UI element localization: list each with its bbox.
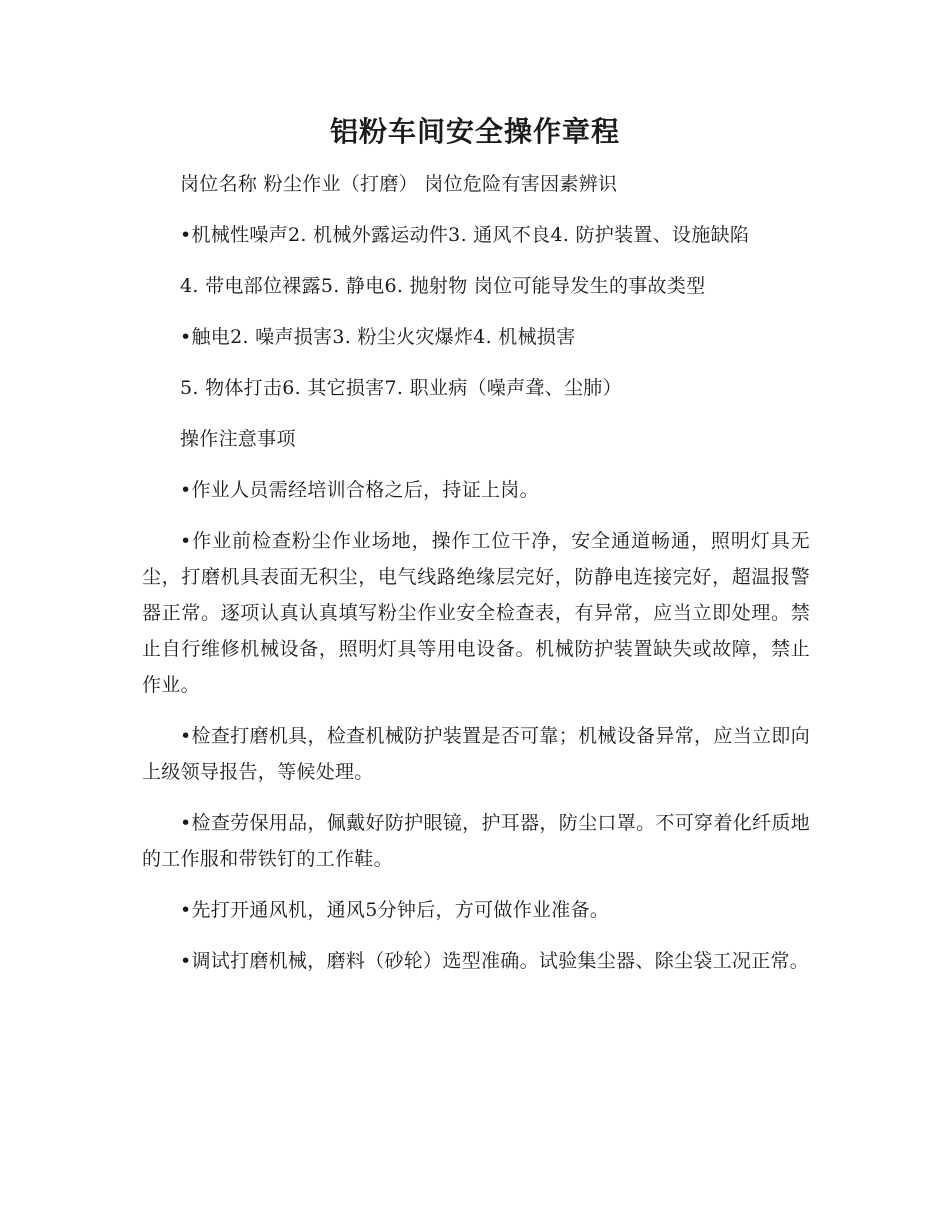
paragraph-precaution-machine-test: •调试打磨机械，磨料（砂轮）选型准确。试验集尘器、除尘袋工况正常。 [180, 950, 810, 972]
paragraph-precaution-tool-check: •检查打磨机具，检查机械防护装置是否可靠；机械设备异常，应当立即向上级领导报告，等候处理。 [142, 725, 810, 783]
paragraph-accidents-2: 5. 物体打击6. 其它损害7. 职业病（噪声聋、尘肺） [180, 377, 622, 399]
document-title: 铝粉车间安全操作章程 [329, 115, 620, 148]
document-body [142, 166, 810, 994]
paragraph-accidents-1: •触电2. 噪声损害3. 粉尘火灾爆炸4. 机械损害 [180, 326, 576, 348]
paragraph-precaution-ppe: •检查劳保用品，佩戴好防护眼镜，护耳器，防尘口罩。不可穿着化纤质地的工作服和带铁钉的工作鞋。 [142, 812, 810, 870]
paragraph-precaution-site-check: •作业前检查粉尘作业场地，操作工位干净，安全通道畅通，照明灯具无尘，打磨机具表面无积尘，电气线路绝缘层完好，防静电连接完好，超温报警器正常。逐项认真认真填写粉尘作业安全检查表，有异常，应当立即处理。禁止自行维修机械设备，照明灯具等用电设备。机械防护装置缺失或故障，禁止作业。 [142, 530, 810, 696]
paragraph-precaution-ventilation: •先打开通风机，通风5分钟后，方可做作业准备。 [180, 899, 610, 921]
paragraph-hazards-2: 4. 带电部位裸露5. 静电6. 抛射物 岗位可能导发生的事故类型 [180, 275, 706, 297]
paragraph-precaution-training: •作业人员需经培训合格之后，持证上岗。 [180, 479, 539, 501]
section-heading-precautions: 操作注意事项 [180, 428, 296, 450]
paragraph-job-name: 岗位名称 粉尘作业（打磨） 岗位危险有害因素辨识 [180, 173, 618, 195]
paragraph-hazards-1: •机械性噪声2. 机械外露运动件3. 通风不良4. 防护装置、设施缺陷 [180, 224, 750, 246]
